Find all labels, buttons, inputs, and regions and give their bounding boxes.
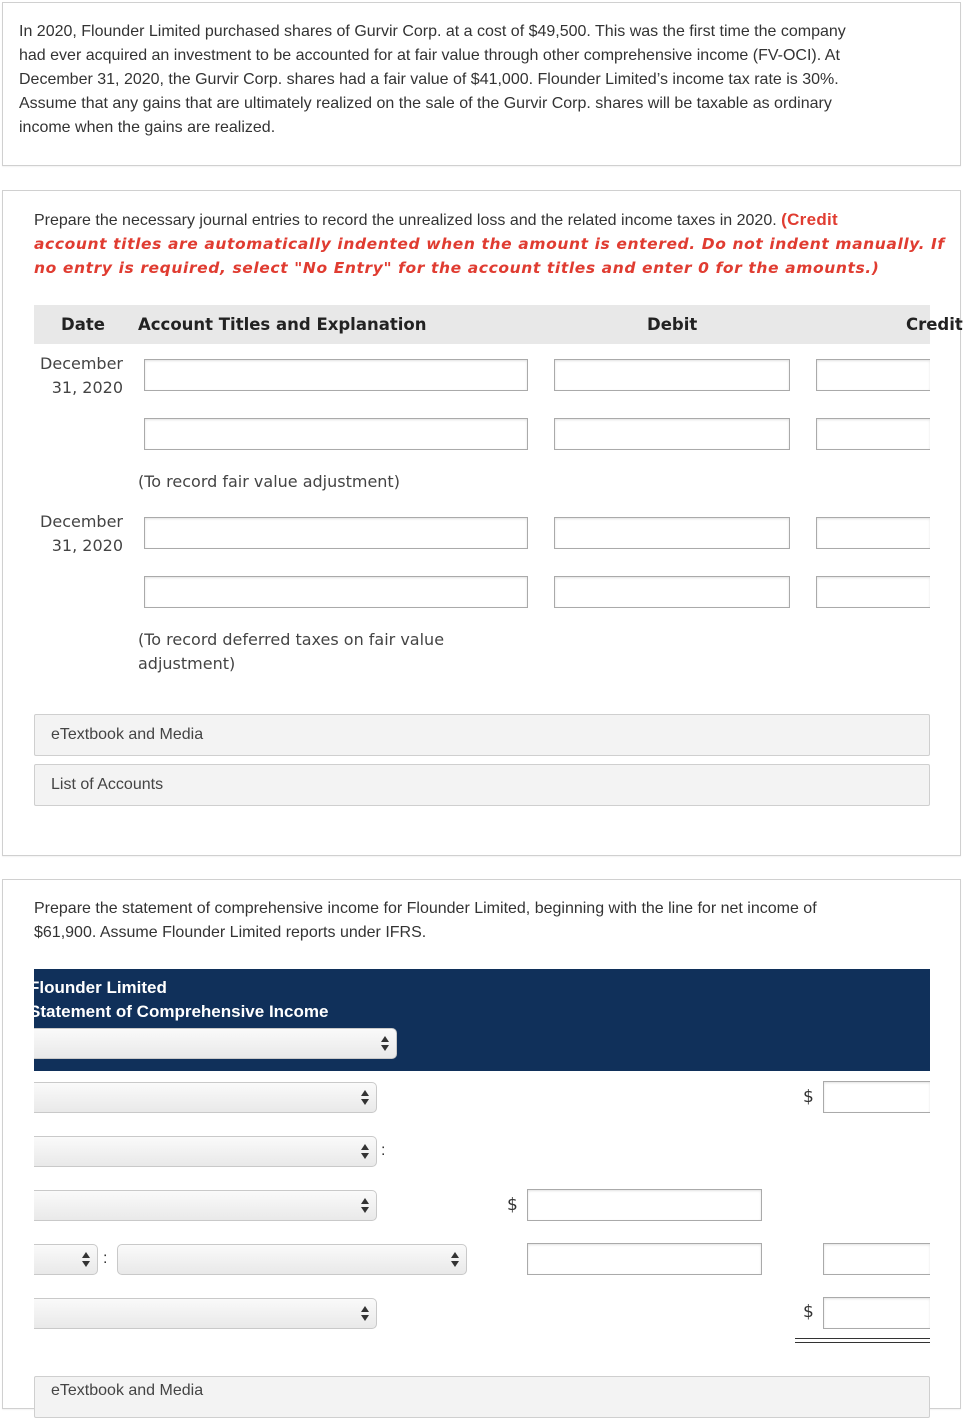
select-arrows-icon <box>451 1252 460 1268</box>
entry1-account-title-1[interactable] <box>144 359 528 391</box>
entry2-account-title-2[interactable] <box>144 576 528 608</box>
part2-prompt-line2: $61,900. Assume Flounder Limited reports under IFRS. <box>34 924 427 941</box>
part1-instructions-line3: no entry is required, select "No Entry" for the account titles and enter 0 for the amounts.) <box>34 259 880 277</box>
entry1-debit-1[interactable] <box>554 359 790 391</box>
row4-colon: : <box>103 1250 108 1267</box>
entry1-date-line1: December <box>40 354 123 373</box>
select-arrows-icon <box>361 1144 370 1160</box>
entry2-credit-1[interactable] <box>816 517 930 549</box>
select-arrows-icon <box>361 1090 370 1106</box>
row4-amount-input[interactable] <box>527 1243 762 1275</box>
part1-instructions-line2: account titles are automatically indented when the amount is entered. Do not indent manually. If <box>34 235 945 253</box>
header-date: Date <box>61 315 105 334</box>
select-arrows-icon <box>361 1198 370 1214</box>
journal-table-header <box>34 305 963 344</box>
statement-title: Statement of Comprehensive Income <box>29 1002 329 1021</box>
statement-row3-select[interactable] <box>34 1190 377 1221</box>
statement-row5-select[interactable] <box>34 1298 377 1329</box>
part2-prompt-line1: Prepare the statement of comprehensive income for Flounder Limited, beginning with the line for net income of <box>34 900 817 917</box>
total-double-underline-top <box>795 1338 930 1339</box>
total-double-underline-bottom <box>795 1342 930 1343</box>
header-debit: Debit <box>647 315 698 334</box>
company-name: Flounder Limited <box>29 978 167 997</box>
entry2-account-title-1[interactable] <box>144 517 528 549</box>
etextbook-media-button[interactable]: eTextbook and Media <box>34 714 930 756</box>
select-arrows-icon <box>361 1306 370 1322</box>
row1-currency: $ <box>803 1087 814 1107</box>
row5-amount-input[interactable] <box>823 1297 930 1329</box>
row3-amount-input[interactable] <box>527 1189 762 1221</box>
header-credit: Credit <box>906 315 963 334</box>
row3-currency: $ <box>507 1195 518 1215</box>
entry2-debit-2[interactable] <box>554 576 790 608</box>
entry2-explanation-line2: adjustment) <box>138 654 236 673</box>
entry2-credit-2[interactable] <box>816 576 930 608</box>
intro-line-2: had ever acquired an investment to be accounted for at fair value through other comprehensive income (FV-OCI). At <box>19 47 840 64</box>
intro-line-4: Assume that any gains that are ultimately realized on the sale of the Gurvir Corp. shares will be taxable as ordinary <box>19 95 832 112</box>
statement-row2-select[interactable] <box>34 1136 377 1167</box>
intro-line-1: In 2020, Flounder Limited purchased shares of Gurvir Corp. at a cost of $49,500. This was the first time the company <box>19 23 846 40</box>
entry1-debit-2[interactable] <box>554 418 790 450</box>
header-account-titles: Account Titles and Explanation <box>138 315 427 334</box>
entry2-date-line2: 31, 2020 <box>51 536 123 555</box>
row5-currency: $ <box>803 1302 814 1322</box>
entry1-credit-2[interactable] <box>816 418 930 450</box>
etextbook-media-button-2[interactable] <box>34 1376 930 1418</box>
entry2-debit-1[interactable] <box>554 517 790 549</box>
statement-period-select[interactable] <box>34 1028 397 1059</box>
statement-header <box>29 969 930 1071</box>
statement-row1-select[interactable] <box>34 1082 377 1113</box>
part1-prompt-text: Prepare the necessary journal entries to record the unrealized loss and the related income taxes in 2020. <box>34 212 777 229</box>
row1-amount-input[interactable] <box>823 1081 930 1113</box>
intro-line-3: December 31, 2020, the Gurvir Corp. shares had a fair value of $41,000. Flounder Limited’s income tax rate is 30%. <box>19 71 839 88</box>
select-arrows-icon <box>82 1252 91 1268</box>
entry1-explanation: (To record fair value adjustment) <box>138 472 400 491</box>
entry2-date-line1: December <box>40 512 123 531</box>
intro-line-5: income when the gains are realized. <box>19 119 276 136</box>
row4-total-input[interactable] <box>823 1243 930 1275</box>
entry1-date-line2: 31, 2020 <box>51 378 123 397</box>
list-of-accounts-button[interactable]: List of Accounts <box>34 764 930 806</box>
statement-row4-select-a[interactable] <box>34 1244 98 1275</box>
etextbook-media-label: eTextbook and Media <box>51 1382 204 1399</box>
part1-instructions-start: (Credit <box>781 210 838 229</box>
entry1-account-title-2[interactable] <box>144 418 528 450</box>
row2-colon: : <box>381 1142 386 1159</box>
select-arrows-icon <box>381 1036 390 1052</box>
entry2-explanation-line1: (To record deferred taxes on fair value <box>138 630 445 649</box>
part1-prompt <box>34 208 838 233</box>
statement-row4-select-b[interactable] <box>117 1244 467 1275</box>
entry1-credit-1[interactable] <box>816 359 930 391</box>
